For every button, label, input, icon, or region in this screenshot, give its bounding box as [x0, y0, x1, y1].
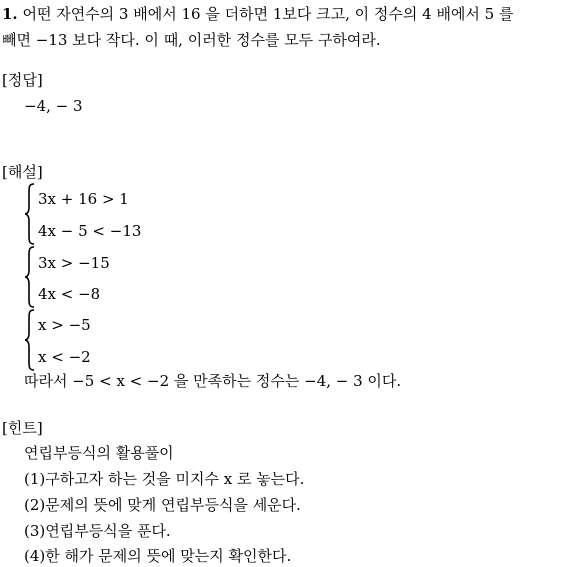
hint-step-1: (1)구하고자 하는 것을 미지수 x 로 놓는다.	[24, 470, 305, 488]
system-2-line-1: 3x > −15	[38, 254, 110, 272]
problem-text-1: 어떤 자연수의 3 배에서 16 을 더하면 1보다 크고, 이 정수의 4 배에서 5 를	[22, 5, 514, 23]
solution-conclusion: 따라서 −5 < x < −2 을 만족하는 정수는 −4, − 3 이다.	[24, 372, 402, 390]
problem-line-1	[2, 4, 514, 24]
answer-value: −4, − 3	[24, 97, 83, 115]
system-2-line-2: 4x < −8	[38, 285, 101, 303]
solution-label: [해설]	[2, 163, 43, 181]
left-brace-icon	[24, 246, 36, 308]
left-brace-icon	[24, 183, 36, 245]
hint-step-2: (2)문제의 뜻에 맞게 연립부등식을 세운다.	[24, 496, 301, 514]
hint-title: 연립부등식의 활용풀이	[24, 444, 174, 462]
answer-label: [정답]	[2, 71, 43, 89]
system-3-line-1: x > −5	[38, 316, 91, 334]
hint-step-3: (3)연립부등식을 푼다.	[24, 522, 171, 540]
hint-step-4: (4)한 해가 문제의 뜻에 맞는지 확인한다.	[24, 547, 292, 565]
problem-line-2: 빼면 −13 보다 작다. 이 때, 이러한 정수를 모두 구하여라.	[2, 31, 381, 49]
system-3-line-2: x < −2	[38, 348, 91, 366]
hint-label: [힌트]	[2, 419, 43, 437]
system-1-line-1: 3x + 16 > 1	[38, 190, 129, 208]
problem-number: 1.	[2, 5, 18, 23]
system-1-line-2: 4x − 5 < −13	[38, 222, 142, 240]
left-brace-icon	[24, 309, 36, 371]
